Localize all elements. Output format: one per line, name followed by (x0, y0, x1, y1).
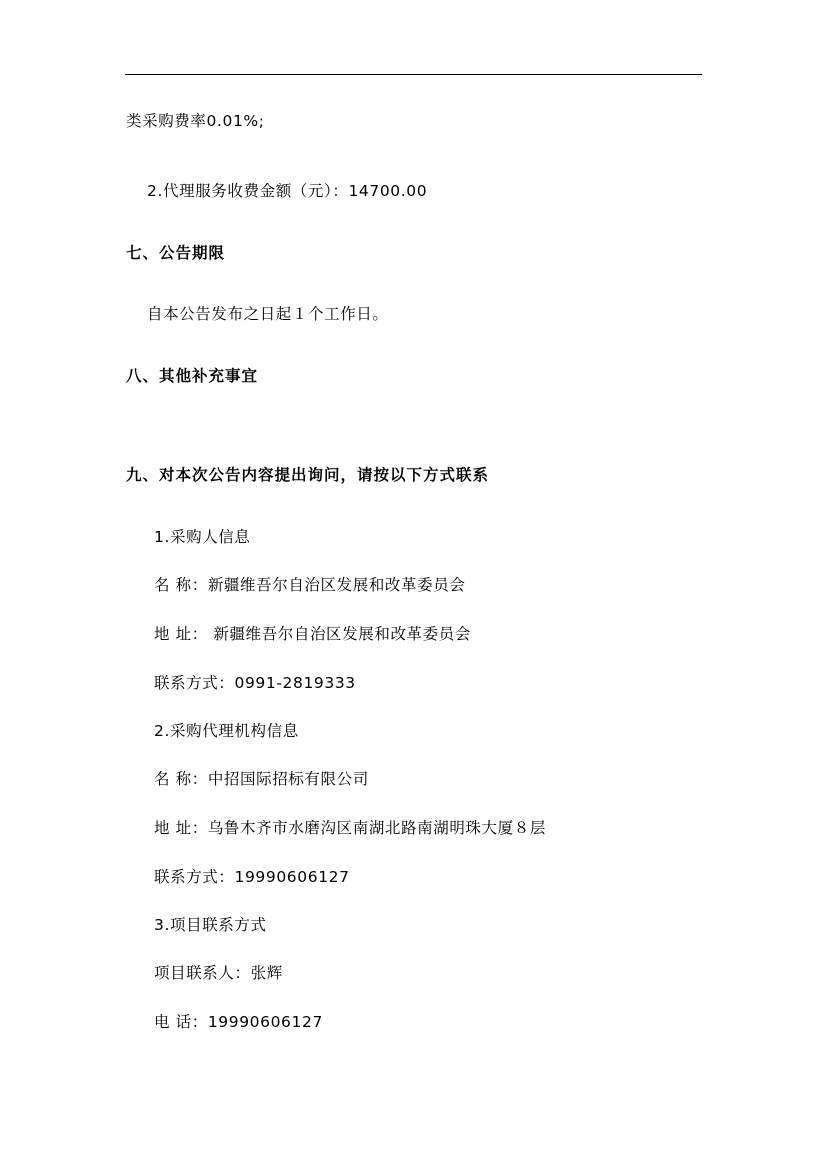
project-contact-person: 项目联系人：张辉 (154, 964, 283, 982)
purchaser-contact: 联系方式：0991-2819333 (154, 674, 356, 692)
agency-info-title: 2.采购代理机构信息 (154, 722, 299, 740)
section7-body: 自本公告发布之日起１个工作日。 (147, 305, 389, 323)
continued-fee-rate-text: 类采购费率0.01%; (126, 112, 265, 130)
project-contact-title: 3.项目联系方式 (154, 916, 267, 934)
purchaser-info-title: 1.采购人信息 (154, 528, 251, 546)
agency-address: 地 址：乌鲁木齐市水磨沟区南湖北路南湖明珠大厦８层 (154, 819, 546, 837)
section7-heading: 七、公告期限 (126, 244, 226, 262)
section9-heading: 九、对本次公告内容提出询问，请按以下方式联系 (126, 466, 490, 484)
agency-name: 名 称：中招国际招标有限公司 (154, 770, 369, 788)
purchaser-address: 地 址： 新疆维吾尔自治区发展和改革委员会 (154, 625, 471, 643)
project-contact-phone: 电 话：19990606127 (154, 1013, 323, 1031)
agency-fee-amount: 2.代理服务收费金额（元）：14700.00 (147, 182, 428, 200)
purchaser-name: 名 称：新疆维吾尔自治区发展和改革委员会 (154, 576, 466, 594)
header-rule (125, 74, 702, 75)
agency-contact: 联系方式：19990606127 (154, 868, 350, 886)
section8-heading: 八、其他补充事宜 (126, 367, 259, 385)
